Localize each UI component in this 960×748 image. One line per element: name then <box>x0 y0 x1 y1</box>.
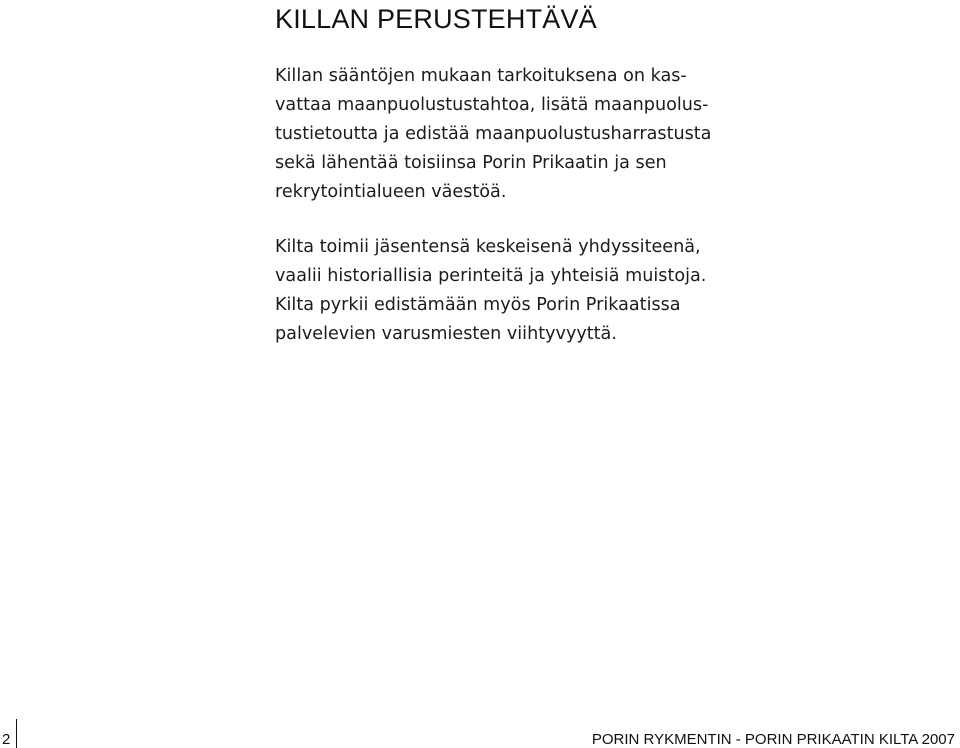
text-line: Kilta toimii jäsentensä keskeisenä yhdyssiteenä, <box>275 237 701 257</box>
text-line: vaalii historiallisia perinteitä ja yhteisiä muistoja. <box>275 266 707 286</box>
text-line: tustietoutta ja edistää maanpuolustusharrastusta <box>275 124 712 144</box>
paragraph-purpose <box>275 62 915 207</box>
footer-divider <box>16 719 17 748</box>
text-line: vattaa maanpuolustustahtoa, lisätä maanpuolus- <box>275 95 709 115</box>
text-line: palvelevien varusmiesten viihtyvyyttä. <box>275 324 617 344</box>
text-line: Killan sääntöjen mukaan tarkoituksena on kas- <box>275 66 687 86</box>
page-heading: KILLAN PERUSTEHTÄVÄ <box>275 4 597 34</box>
footer-page-number: 2 <box>2 731 11 748</box>
footer-publication: PORIN RYKMENTIN - PORIN PRIKAATIN KILTA 2007 <box>591 731 955 748</box>
text-line: Kilta pyrkii edistämään myös Porin Prikaatissa <box>275 295 681 315</box>
paragraph-activities <box>275 233 915 349</box>
text-line: sekä lähentää toisiinsa Porin Prikaatin ja sen <box>275 153 667 173</box>
text-line: rekrytointialueen väestöä. <box>275 182 507 202</box>
